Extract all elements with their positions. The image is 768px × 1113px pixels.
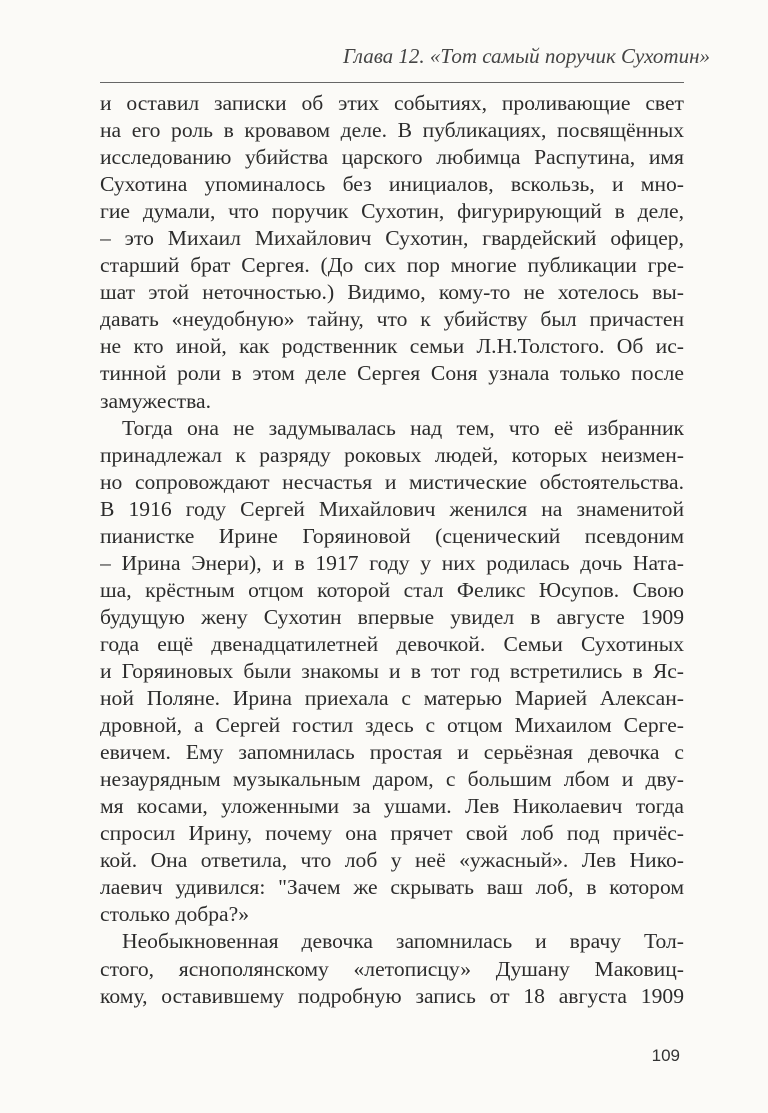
text-line: но сопровождают несчастья и мистические обстоятельства.: [100, 469, 684, 494]
text-line: Тогда она не задумывалась над тем, что её избранник: [122, 415, 684, 440]
text-line: исследованию убийства царского любимца Распутина, имя: [100, 145, 684, 170]
text-line: В 1916 году Сергей Михайлович женился на знаменитой: [100, 496, 684, 521]
text-line: на его роль в кровавом деле. В публикациях, посвящённых: [100, 118, 684, 143]
text-line: ной Поляне. Ирина приехала с матерью Марией Алексан-: [100, 686, 684, 711]
text-line: не кто иной, как родственник семьи Л.Н.Толстого. Об ис-: [100, 334, 684, 359]
text-line: евичем. Ему запомнилась простая и серьёзная девочка с: [100, 740, 684, 765]
text-line: гие думали, что поручик Сухотин, фигурирующий в деле,: [100, 199, 684, 224]
text-line: кому, оставившему подробную запись от 18 августа 1909: [100, 983, 684, 1008]
text-line: шат этой неточностью.) Видимо, кому-то не хотелось вы-: [100, 280, 684, 305]
text-line: и Горяиновых были знакомы и в тот год встретились в Яс-: [100, 658, 684, 683]
text-line: – это Михаил Михайлович Сухотин, гвардейский офицер,: [100, 226, 684, 251]
text-line: пианистке Ирине Горяиновой (сценический псевдоним: [100, 523, 684, 548]
text-line: дровной, а Сергей гостил здесь с отцом Михаилом Серге-: [100, 713, 684, 738]
text-line: столько добра?»: [100, 902, 249, 927]
text-line: старший брат Сергея. (До сих пор многие публикации гре-: [100, 253, 684, 278]
text-line: будущую жену Сухотин впервые увидел в августе 1909: [100, 604, 684, 629]
body-text: [100, 90, 684, 1010]
text-line: стого, яснополянскому «летописцу» Душану Маковиц-: [100, 956, 684, 981]
text-line: замужества.: [100, 388, 211, 413]
text-line: – Ирина Энери), и в 1917 году у них родилась дочь Ната-: [100, 550, 684, 575]
text-line: давать «неудобную» тайну, что к убийству был причастен: [100, 307, 684, 332]
text-line: ша, крёстным отцом которой стал Феликс Юсупов. Свою: [100, 577, 684, 602]
text-line: тинной роли в этом деле Сергея Соня узнала только после: [100, 361, 684, 386]
text-line: незаурядным музыкальным даром, с большим лбом и дву-: [100, 767, 684, 792]
text-line: мя косами, уложенными за ушами. Лев Николаевич тогда: [100, 794, 684, 819]
text-line: Необыкновенная девочка запомнилась и врачу Тол-: [122, 929, 684, 954]
text-line: кой. Она ответила, что лоб у неё «ужасный». Лев Нико-: [100, 848, 684, 873]
text-line: и оставил записки об этих событиях, проливающие свет: [100, 91, 684, 115]
page-number: 109: [651, 1046, 680, 1065]
running-header: Глава 12. «Тот самый поручик Сухотин»: [342, 44, 710, 68]
text-line: спросил Ирину, почему она прячет свой лоб под причёс-: [100, 821, 684, 846]
text-line: лаевич удивился: "Зачем же скрывать ваш лоб, в котором: [100, 875, 684, 900]
text-line: года ещё двенадцатилетней девочкой. Семьи Сухотиных: [100, 631, 684, 656]
header-rule: [100, 82, 684, 83]
text-line: принадлежал к разряду роковых людей, которых неизмен-: [100, 442, 684, 467]
text-line: Сухотина упоминалось без инициалов, вскользь, и мно-: [100, 172, 684, 197]
